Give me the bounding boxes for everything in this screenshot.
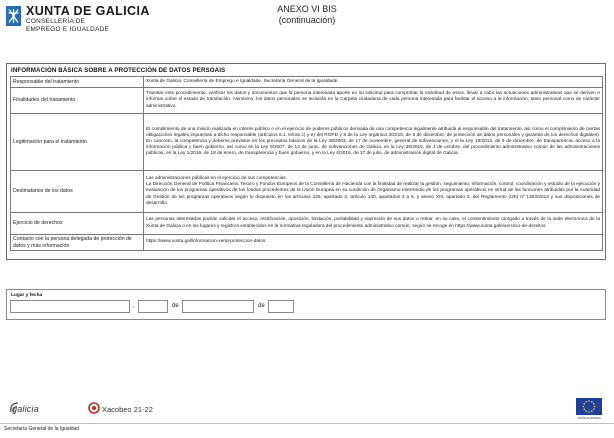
- data-protection-title: INFORMACIÓN BÁSICA SOBRE A PROTECCIÓN DE DATOS PERSOAIS: [11, 67, 226, 74]
- month-input[interactable]: [182, 300, 254, 313]
- place-input[interactable]: [10, 300, 130, 313]
- org-name: XUNTA DE GALICIA: [26, 4, 150, 18]
- row-label: Contacto con la persona delegada de protección de datos y más información: [11, 235, 144, 251]
- footer-divider: [0, 423, 614, 424]
- place-date-caption: Lugar y fecha: [11, 293, 43, 298]
- row-label: Ejercicio de derechos: [11, 213, 144, 235]
- table-row: [11, 88, 603, 114]
- department-line-2: EMPREGO E IGUALDADE: [26, 26, 110, 33]
- annex-subtitle: (continuación): [278, 14, 336, 25]
- day-input[interactable]: [138, 300, 168, 313]
- de-separator-1: de: [172, 303, 179, 309]
- department-name: [26, 18, 109, 34]
- table-row: [11, 77, 603, 88]
- data-protection-table: [10, 76, 603, 251]
- table-row: [11, 114, 603, 171]
- table-row: [11, 235, 603, 251]
- table-row: [11, 213, 603, 235]
- eu-flag-icon: [576, 398, 602, 415]
- row-value: https://www.xunta.gal/informacion-xeral-proteccion-datos: [144, 235, 603, 251]
- department-line-1: CONSELLERÍA DE: [26, 18, 86, 25]
- row-value: Las administraciones públicas en el ejercicio de sus competencias. La Dirección General de Política Financiera, Tesoro y Fondos Europeos de la Consellería de Hacienda con la finalidad de realizar la gestión, seguimiento, información, control, coordinación y estudio de la ejecución y evaluación de los programas operativos de los fondos procedentes de la Unión Europea en su condición de Organismo Intermedio de los programas operativos en virtud de las funciones atribuidas por la Autoridad de Gestión de los programas operativos según lo dispuesto en los artículos 125, apartado 2, artículo 140, apartados 3 a 5, y anexo XIII, apartado 3, del Reglamento (UE) nº 1303/2013 y sus disposiciones de desarrollo.: [144, 171, 603, 213]
- galicia-logo: galicia: [12, 404, 39, 414]
- row-value: Xunta de Galicia. Consellería de Emprego e Igualdade. Secretaría General de la Igualdade.: [144, 77, 603, 88]
- table-row: [11, 171, 603, 213]
- comma-separator: ,: [133, 303, 135, 309]
- row-value: El cumplimiento de una misión realizada en interés público o en el ejercicio de poderes públicos derivada de una competencia legalmente atribuida al responsable del tratamiento, así como el cumplimiento de ciertas obligaciones legales impuestas a dicho responsable (artículos 6.1, letras c) y e) del RGPD y 8 de la Ley orgánica 3/2018, de 5 de diciembre, de protección de datos personales y garantía de los derechos digitales). En concreto, la competencia y deberes previstos en los preceptos básicos de la Ley 38/2003, de 17 de noviembre, general de subvenciones, y el la Ley 19/2013, de 9 de diciembre, de transparencia, acceso a la información pública y buen gobierno, así como en la Ley 9/2007, de 13 de junio, de subvenciones de Galicia, en la Ley 39/2015, de 1 de octubre, del procedimiento administrativo común de las administraciones públicas, en la Ley 1/2016, de 18 de enero, de transparencia y buen gobierno, y en la Ley 4/2019, de 17 de julio, de administración digital de Galicia.: [144, 114, 603, 171]
- de-separator-2: de: [258, 303, 265, 309]
- row-label: Finalidades del tratamiento: [11, 88, 144, 114]
- annex-title: ANEXO VI BIS: [277, 4, 337, 14]
- row-label: Legitimación para el tratamiento: [11, 114, 144, 171]
- eu-caption: UNIÓN EUROPEA: [577, 416, 601, 420]
- row-value: Las personas interesadas podrán solicitar el acceso, rectificación, oposición, limitación, portabilidad y supresión de sus datos o retirar, en su caso, el consentimiento otorgado a través de la sede electrónica de la Xunta de Galicia o en los lugares y registros establecidos en la normativa reguladora del procedimiento administrativo común, según se recoge en https://www.xunta.gal/exercicio-de-dereitos: [144, 213, 603, 235]
- xunta-emblem-icon: [6, 6, 21, 26]
- row-label: Destinatarios de los datos: [11, 171, 144, 213]
- xacobeo-logo-icon: [88, 402, 100, 414]
- annex-heading: [222, 4, 392, 25]
- year-input[interactable]: [268, 300, 294, 313]
- row-label: Responsable del tratamiento: [11, 77, 144, 88]
- row-value: Tramitar este procedimiento, verificar los datos y documentos que la persona interesada aporte en su solicitud para comprobar la exactitud de estos, llevar a cabo las actuaciones administrativas que se deriven e informar sobre el estado de tramitación. Asimismo, los datos personales se incluirán en la Carpeta ciudadana de cada persona interesada para facilitar el acceso a la información, tanto personal como de carácter administrativo.: [144, 88, 603, 114]
- xacobeo-logo: Xacobeo 21-22: [102, 405, 153, 414]
- footer-secretaria: Secretaría General de la Igualdad: [4, 426, 80, 432]
